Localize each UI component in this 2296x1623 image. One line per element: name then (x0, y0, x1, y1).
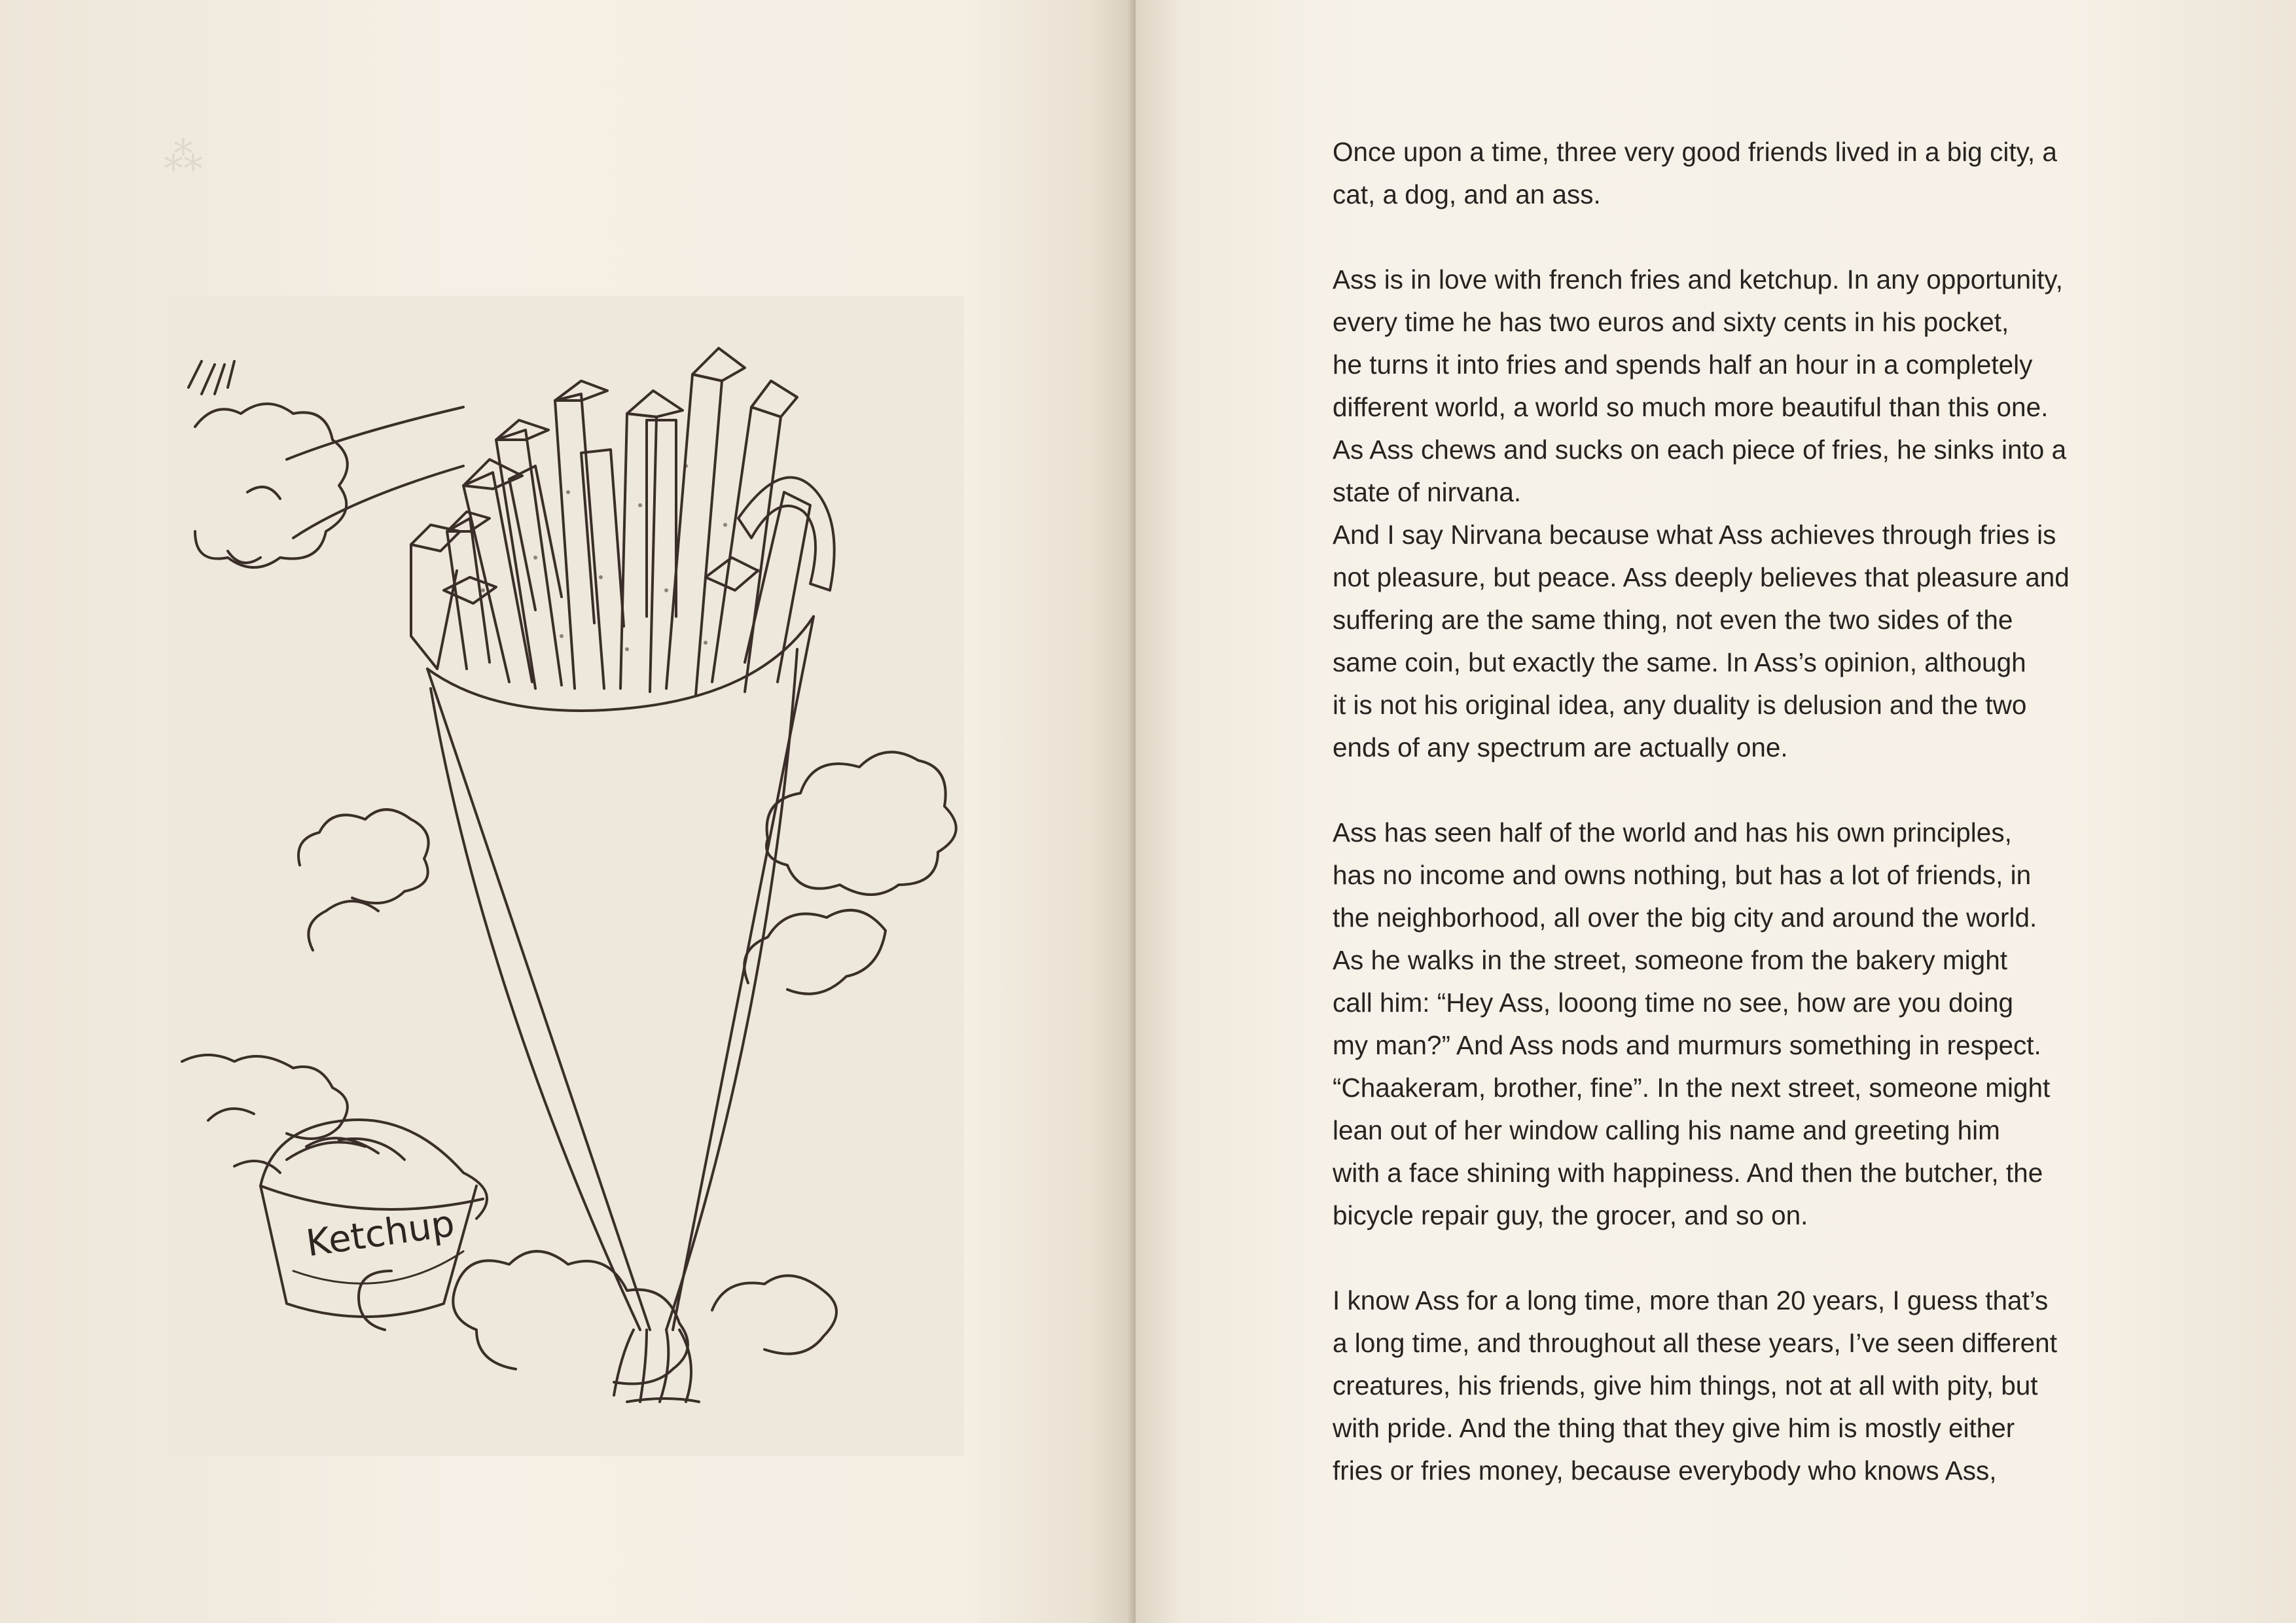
text-line: Ass has seen half of the world and has his own principles, (1333, 817, 2012, 847)
text-line: a long time, and throughout all these years, I’ve seen different (1333, 1328, 2057, 1358)
text-line: with a face shining with happiness. And then the butcher, the (1333, 1158, 2043, 1188)
text-line: different world, a world so much more beautiful than this one. (1333, 392, 2049, 422)
fries-illustration (169, 296, 964, 1456)
text-line: cat, a dog, and an ass. (1333, 179, 1601, 209)
text-line: every time he has two euros and sixty cents in his pocket, (1333, 307, 2009, 337)
text-line: he turns it into fries and spends half an hour in a completely (1333, 349, 2033, 380)
text-line: the neighborhood, all over the big city and around the world. (1333, 902, 2037, 933)
text-line: ends of any spectrum are actually one. (1333, 732, 1788, 762)
story-text (1333, 131, 2144, 1492)
text-line: has no income and owns nothing, but has a lot of friends, in (1333, 860, 2032, 890)
text-line: And I say Nirvana because what Ass achieves through fries is (1333, 520, 2056, 550)
text-line: As Ass chews and sucks on each piece of fries, he sinks into a (1333, 435, 2067, 465)
bleed-through-mark: ⁂ (164, 134, 203, 180)
text-line: suffering are the same thing, not even the two sides of the (1333, 605, 2013, 635)
text-line: creatures, his friends, give him things, not at all with pity, but (1333, 1370, 2038, 1400)
text-line: with pride. And the thing that they give him is mostly either (1333, 1413, 2015, 1443)
text-line: Ass is in love with french fries and ketchup. In any opportunity, (1333, 264, 2063, 294)
text-line: “Chaakeram, brother, fine”. In the next street, someone might (1333, 1073, 2051, 1103)
text-line: same coin, but exactly the same. In Ass’s opinion, although (1333, 647, 2026, 677)
right-page (1136, 0, 2296, 1623)
text-line: fries or fries money, because everybody who knows Ass, (1333, 1455, 1997, 1486)
text-line: call him: “Hey Ass, looong time no see, how are you doing (1333, 988, 2014, 1018)
text-line: lean out of her window calling his name and greeting him (1333, 1115, 2000, 1145)
text-line: it is not his original idea, any duality is delusion and the two (1333, 690, 2027, 720)
text-line: state of nirvana. (1333, 477, 1522, 507)
text-line: Once upon a time, three very good friends lived in a big city, a (1333, 137, 2057, 167)
left-page (0, 0, 1136, 1623)
ketchup-label: Ketchup (303, 1202, 457, 1266)
fries-cone-drawing (169, 296, 964, 1456)
text-line: I know Ass for a long time, more than 20 years, I guess that’s (1333, 1285, 2049, 1315)
text-line: bicycle repair guy, the grocer, and so on. (1333, 1200, 1808, 1230)
text-line: my man?” And Ass nods and murmurs something in respect. (1333, 1030, 2041, 1060)
text-line: not pleasure, but peace. Ass deeply believes that pleasure and (1333, 562, 2070, 592)
text-line: As he walks in the street, someone from the bakery might (1333, 945, 2007, 975)
